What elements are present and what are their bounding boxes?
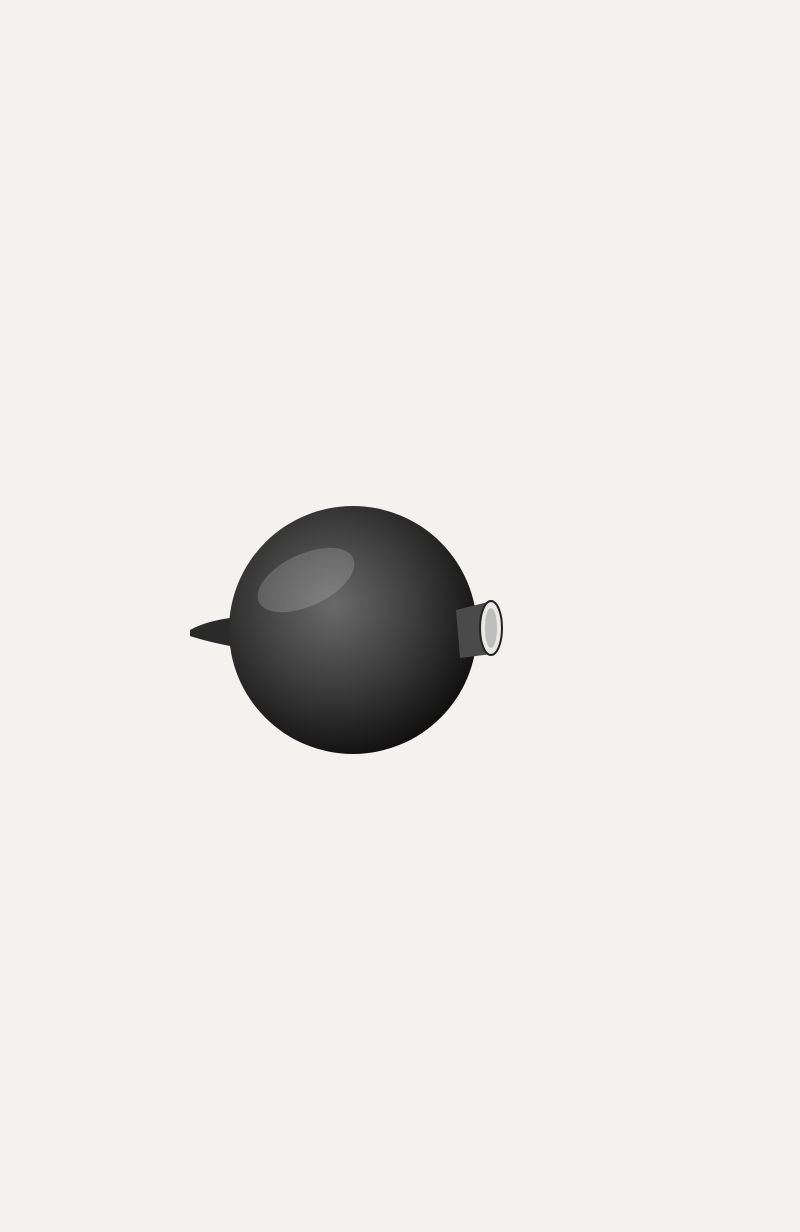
figure-80 [188,502,518,764]
helmholtz-resonator-icon [188,502,518,764]
